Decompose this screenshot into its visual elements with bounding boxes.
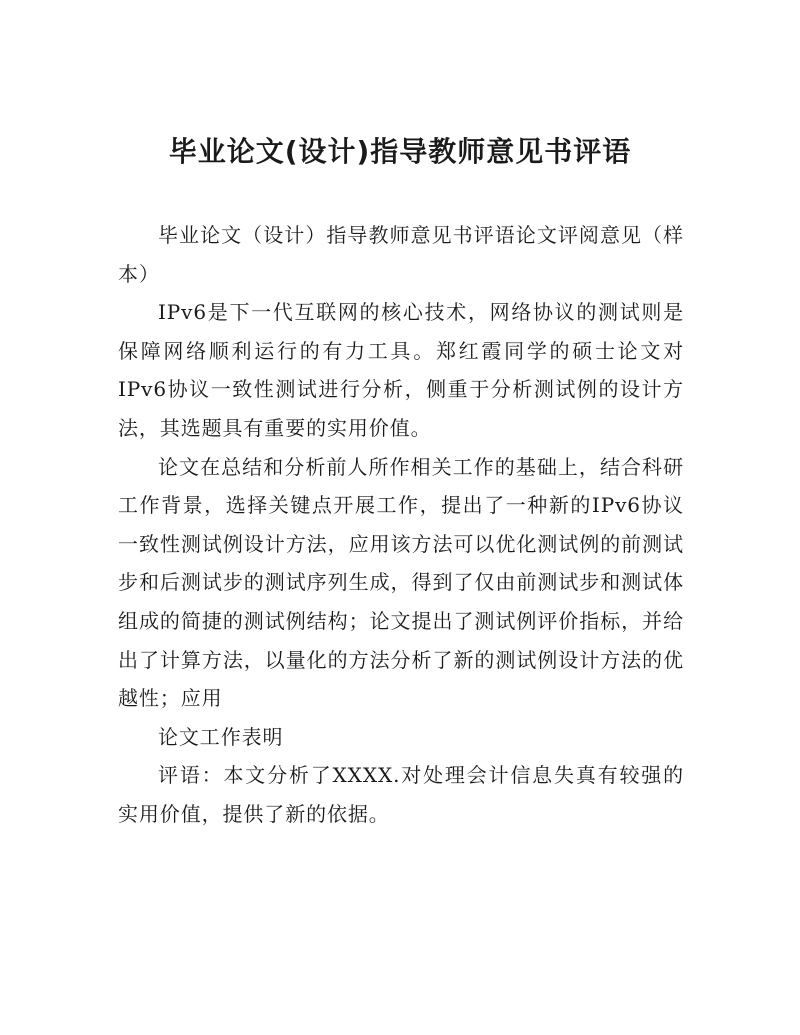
paragraph-comment: 评语：本文分析了XXXX.对处理会计信息失真有较强的实用价值，提供了新的依据。	[118, 763, 684, 826]
paragraph-work-shows: 论文工作表明	[158, 724, 284, 749]
paragraph-thesis-work: 论文在总结和分析前人所作相关工作的基础上，结合科研工作背景，选择关键点开展工作，提出了一种新的IPv6协议一致性测试例设计方法，应用该方法可以优化测试例的前测试步和后测试步的测试序列生成，得到了仅由前测试步和测试体组成的简捷的测试例结构；论文提出了测试例评价指标，并给出了计算方法，以量化的方法分析了新的测试例设计方法的优越性；应用	[118, 454, 684, 711]
document-body	[118, 216, 684, 834]
paragraph-heading-line: 毕业论文（设计）指导教师意见书评语论文评阅意见（样本）	[118, 223, 684, 286]
paragraph-ipv6-intro: IPv6是下一代互联网的核心技术，网络协议的测试则是保障网络顺利运行的有力工具。郑红霞同学的硕士论文对IPv6协议一致性测试进行分析，侧重于分析测试例的设计方法，其选题具有重要的实用价值。	[118, 300, 684, 440]
document-title: 毕业论文(设计)指导教师意见书评语	[168, 135, 632, 168]
